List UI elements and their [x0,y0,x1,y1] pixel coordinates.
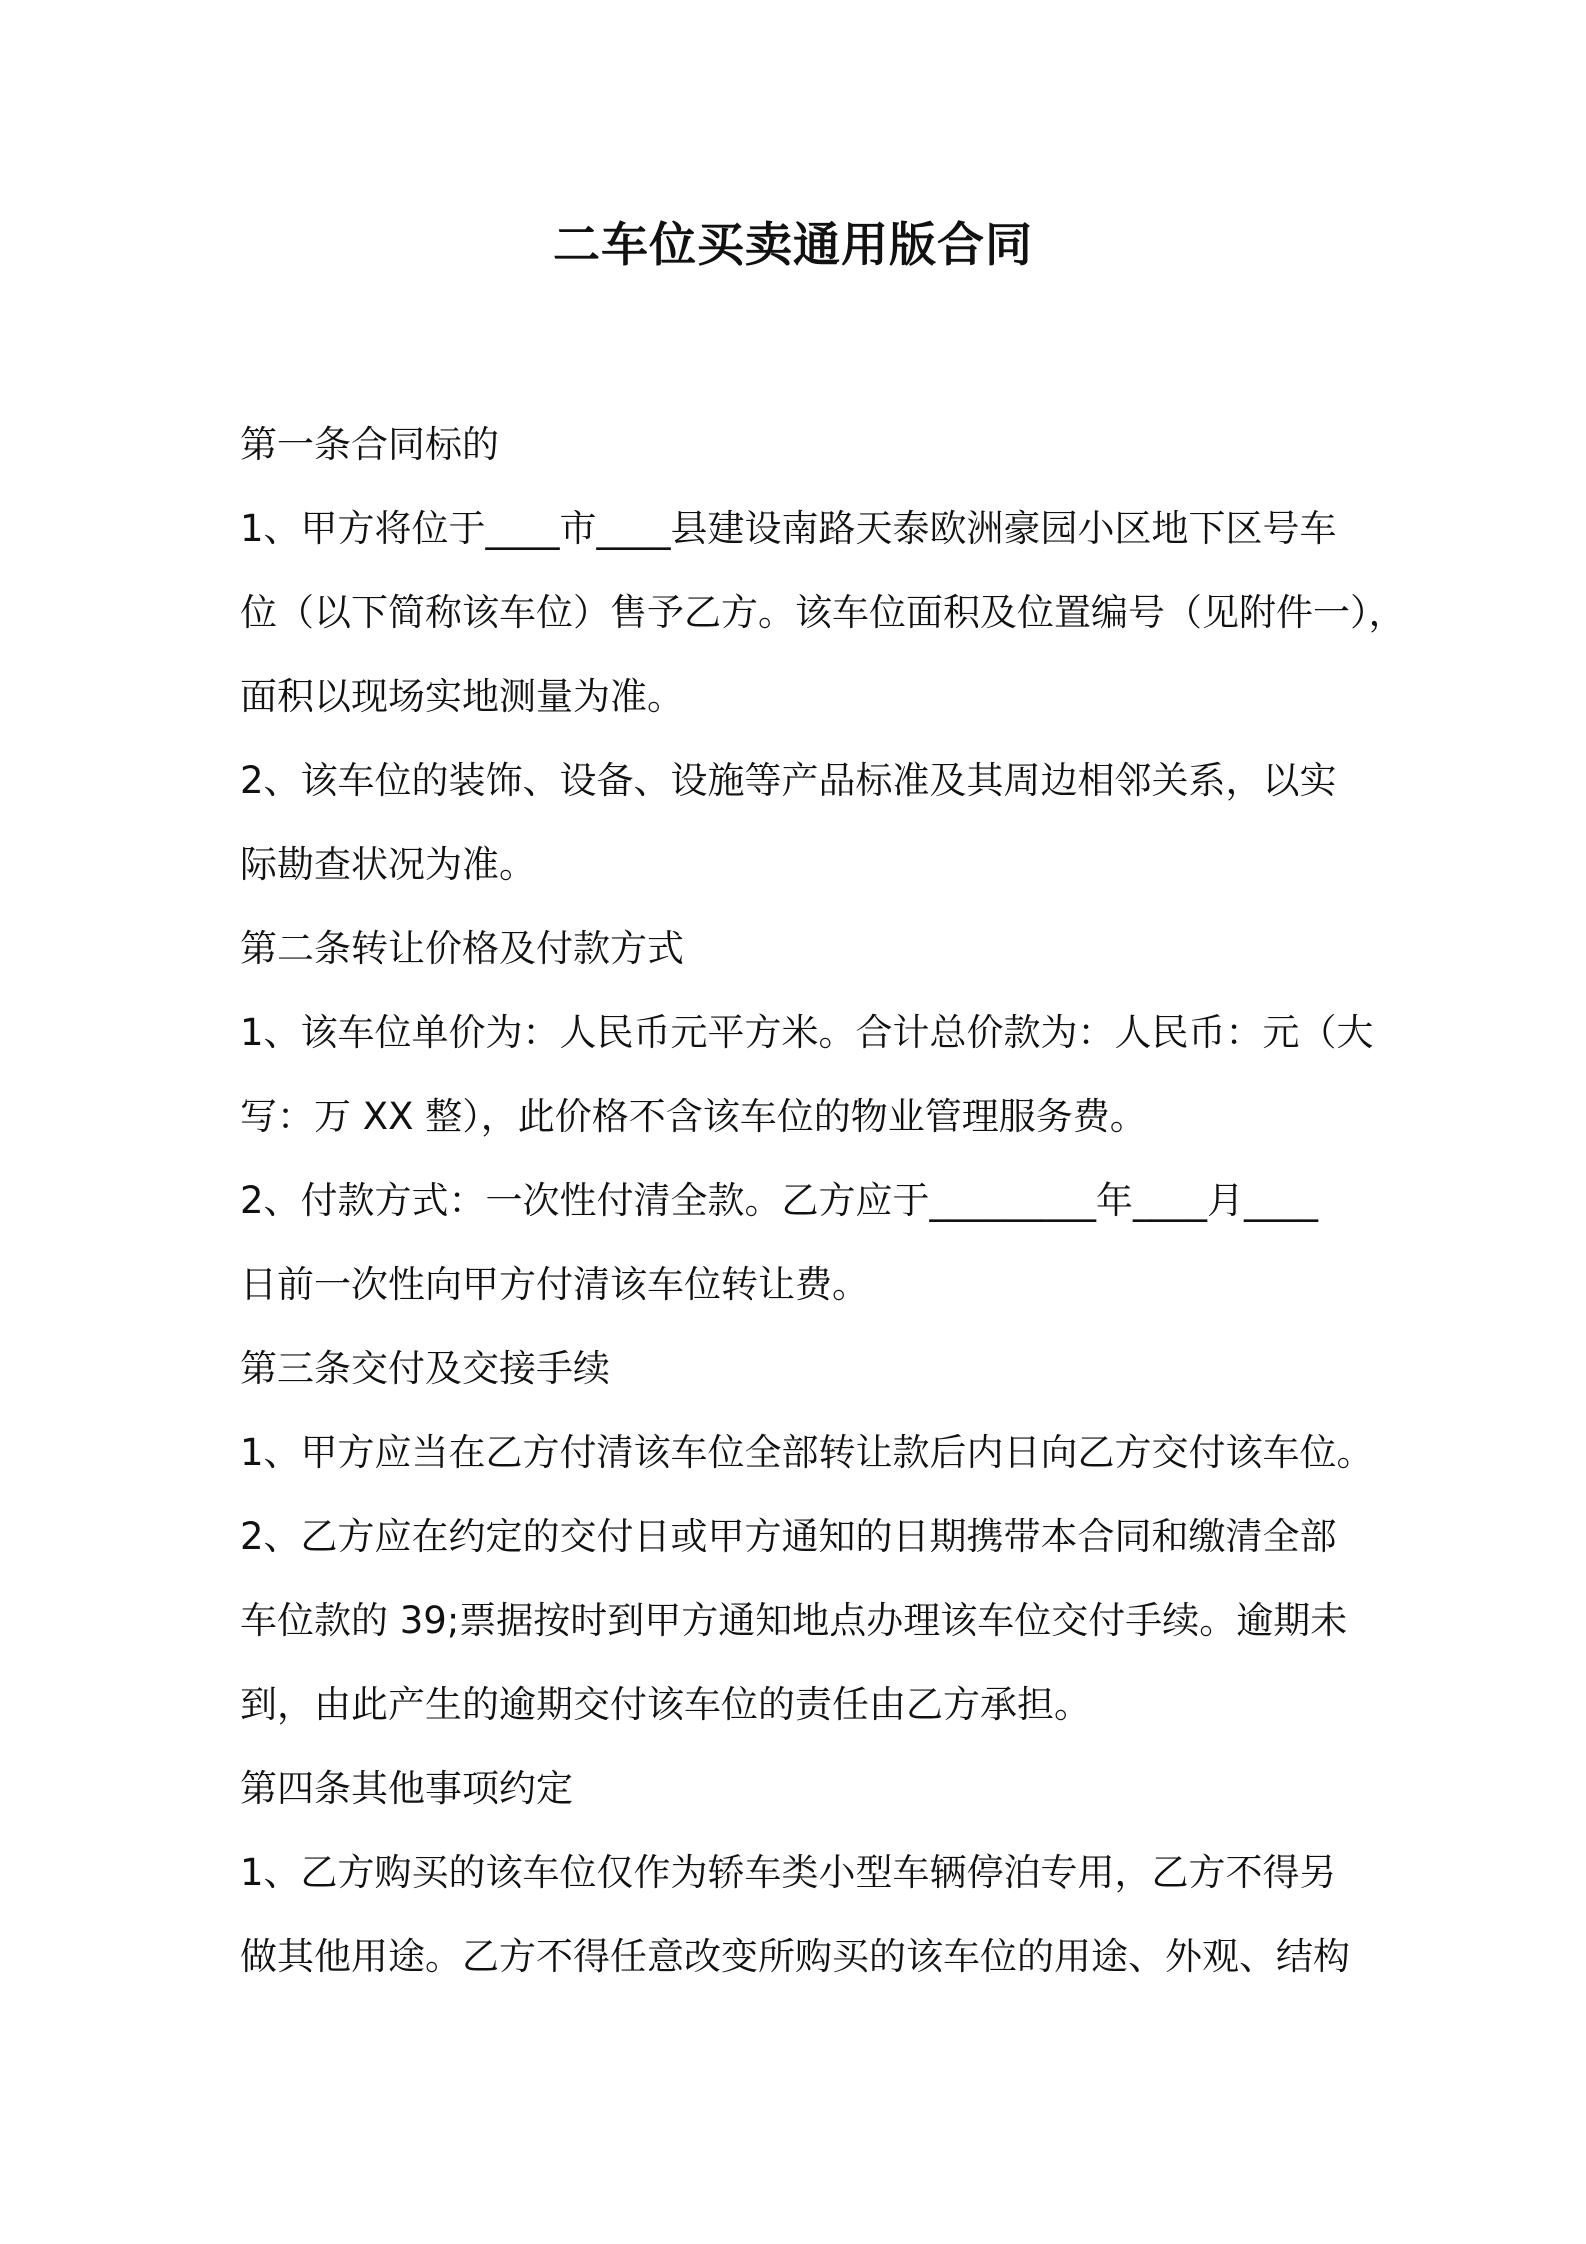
paragraph-line: 2、付款方式：一次性付清全款。乙方应于_________年____月____ [240,1179,1319,1222]
paragraph-line: 日前一次性向甲方付清该车位转让费。 [240,1263,869,1306]
paragraph-line: 到，由此产生的逾期交付该车位的责任由乙方承担。 [240,1683,1091,1726]
section-heading-3: 第三条交付及交接手续 [240,1347,610,1390]
paragraph-line: 1、甲方将位于____市____县建设南路天泰欧洲豪园小区地下区号车 [240,507,1337,550]
paragraph-line: 位（以下简称该车位）售予乙方。该车位面积及位置编号（见附件一）， [240,591,1406,634]
paragraph-line: 1、甲方应当在乙方付清该车位全部转让款后内日向乙方交付该车位。 [240,1431,1374,1474]
paragraph-line: 做其他用途。乙方不得任意改变所购买的该车位的用途、外观、结构 [240,1935,1350,1978]
section-heading-1: 第一条合同标的 [240,423,499,466]
paragraph-line: 1、该车位单价为：人民币元平方米。合计总价款为：人民币：元（大 [240,1011,1374,1054]
paragraph-line: 面积以现场实地测量为准。 [240,675,684,718]
section-heading-2: 第二条转让价格及付款方式 [240,927,684,970]
paragraph-line: 1、乙方购买的该车位仅作为轿车类小型车辆停泊专用，乙方不得另 [240,1851,1337,1894]
document-body [240,403,1406,1999]
paragraph-line: 车位款的 39;票据按时到甲方通知地点办理该车位交付手续。逾期未 [240,1599,1348,1642]
paragraph-line: 2、该车位的装饰、设备、设施等产品标准及其周边相邻关系，以实 [240,759,1337,802]
paragraph-line: 2、乙方应在约定的交付日或甲方通知的日期携带本合同和缴清全部 [240,1515,1337,1558]
section-heading-4: 第四条其他事项约定 [240,1767,573,1810]
paragraph-line: 际勘查状况为准。 [240,843,536,886]
paragraph-line: 写：万 XX 整），此价格不含该车位的物业管理服务费。 [240,1095,1147,1138]
document-title: 二车位买卖通用版合同 [553,218,1033,273]
